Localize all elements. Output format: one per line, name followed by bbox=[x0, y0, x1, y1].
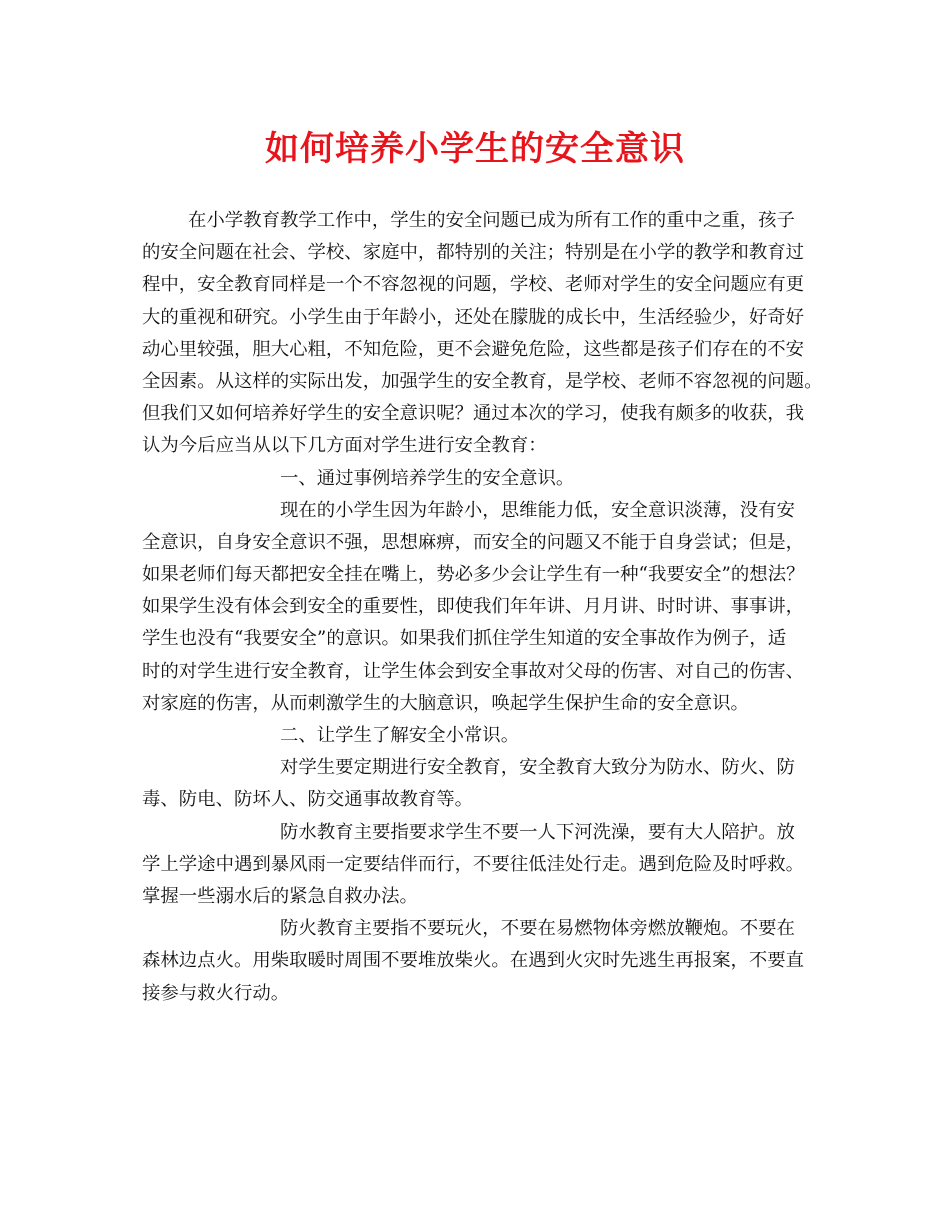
paragraph-line: 在小学教育教学工作中，学生的安全问题已成为所有工作的重中之重，孩子 bbox=[188, 210, 795, 231]
paragraph-line: 如果学生没有体会到安全的重要性，即使我们年年讲、月月讲、时时讲、事事讲， bbox=[142, 596, 805, 618]
paragraph-line: 掌握一些溺水后的紧急自救办法。 bbox=[142, 885, 418, 907]
paragraph-line: 的安全问题在社会、学校、家庭中，都特别的关注；特别是在小学的教学和教育过 bbox=[142, 242, 805, 264]
paragraph-line: 对学生要定期进行安全教育，安全教育大致分为防水、防火、防 bbox=[280, 757, 795, 779]
paragraph-line: 时的对学生进行安全教育，让学生体会到安全事故对父母的伤害、对自己的伤害、 bbox=[142, 660, 805, 682]
paragraph-line: 全意识，自身安全意识不强，思想麻痹，而安全的问题又不能于自身尝试；但是， bbox=[142, 531, 805, 553]
paragraph-line: 学生也没有“我要安全”的意识。如果我们抓住学生知道的安全事故作为例子，适 bbox=[142, 628, 787, 650]
paragraph-line: 现在的小学生因为年龄小，思维能力低，安全意识淡薄，没有安 bbox=[280, 499, 795, 521]
section-heading: 二、让学生了解安全小常识。 bbox=[280, 725, 520, 746]
paragraph-line: 防火教育主要指不要玩火，不要在易燃物体旁燃放鞭炮。不要在 bbox=[280, 918, 795, 940]
paragraph-line: 全因素。从这样的实际出发，加强学生的安全教育，是学校、老师不容忽视的问题。 bbox=[142, 370, 823, 392]
paragraph-line: 毒、防电、防坏人、防交通事故教育等。 bbox=[142, 789, 474, 811]
paragraph-line: 森林边点火。用柴取暖时周围不要堆放柴火。在遇到火灾时先逃生再报案，不要直 bbox=[142, 950, 805, 972]
paragraph-line: 对家庭的伤害，从而刺激学生的大脑意识，唤起学生保护生命的安全意识。 bbox=[142, 692, 749, 714]
paragraph-line: 程中，安全教育同样是一个不容忽视的问题，学校、老师对学生的安全问题应有更 bbox=[142, 274, 805, 296]
section-heading: 一、通过事例培养学生的安全意识。 bbox=[280, 467, 575, 489]
paragraph-line: 学上学途中遇到暴风雨一定要结伴而行，不要往低洼处行走。遇到危险及时呼救。 bbox=[142, 853, 805, 875]
document-body bbox=[142, 205, 823, 1010]
paragraph-line: 认为今后应当从以下几方面对学生进行安全教育： bbox=[142, 435, 547, 457]
paragraph-line: 大的重视和研究。小学生由于年龄小，还处在朦胧的成长中，生活经验少，好奇好 bbox=[142, 306, 805, 328]
document-title: 如何培养小学生的安全意识 bbox=[265, 129, 685, 169]
paragraph-line: 如果老师们每天都把安全挂在嘴上，势必多少会让学生有一种“我要安全”的想法？ bbox=[142, 564, 805, 586]
paragraph-line: 但我们又如何培养好学生的安全意识呢？通过本次的学习，使我有颇多的收获，我 bbox=[142, 403, 805, 425]
paragraph-line: 防水教育主要指要求学生不要一人下河洗澡，要有大人陪护。放 bbox=[280, 821, 795, 843]
paragraph-line: 接参与救火行动。 bbox=[142, 982, 290, 1004]
paragraph-line: 动心里较强，胆大心粗，不知危险，更不会避免危险，这些都是孩子们存在的不安 bbox=[142, 338, 805, 360]
